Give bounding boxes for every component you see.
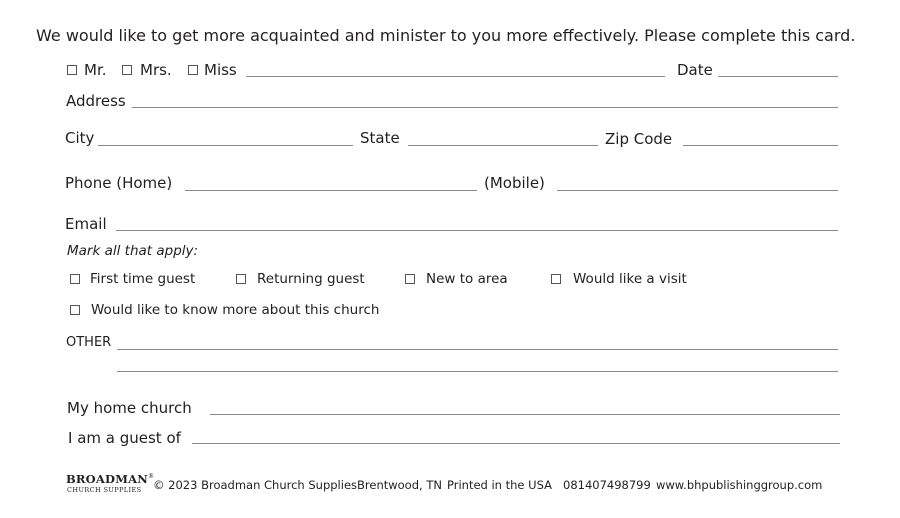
email-field[interactable]	[116, 230, 838, 231]
copyright-text: © 2023 Broadman Church Supplies	[153, 478, 358, 492]
date-label: Date	[677, 61, 713, 79]
returning-guest-checkbox[interactable]	[236, 274, 246, 284]
new-to-area-checkbox[interactable]	[405, 274, 415, 284]
address-label: Address	[66, 92, 126, 110]
know-more-checkbox[interactable]	[70, 305, 80, 315]
printed-text: Printed in the USA	[447, 478, 552, 492]
zip-field[interactable]	[683, 145, 838, 146]
email-label: Email	[65, 215, 107, 233]
home-church-label: My home church	[67, 399, 192, 417]
city-label: City	[65, 129, 95, 147]
mark-all-label: Mark all that apply:	[67, 243, 199, 259]
other-label: OTHER	[66, 335, 112, 350]
date-field[interactable]	[718, 76, 838, 77]
state-label: State	[360, 129, 400, 147]
would-like-visit-label: Would like a visit	[573, 271, 687, 287]
other-field-line-2[interactable]	[117, 371, 838, 372]
zip-label: Zip Code	[605, 130, 673, 148]
miss-label: Miss	[204, 61, 237, 79]
phone-mobile-label: (Mobile)	[484, 174, 545, 192]
city-field[interactable]	[98, 145, 353, 146]
miss-checkbox[interactable]	[188, 65, 198, 75]
would-like-visit-checkbox[interactable]	[551, 274, 561, 284]
intro-text: We would like to get more acquainted and minister to you more effectively. Please complete this card.	[36, 26, 856, 45]
mr-checkbox[interactable]	[67, 65, 77, 75]
product-code: 081407498799	[563, 478, 651, 492]
other-field-line-1[interactable]	[117, 349, 838, 350]
mrs-checkbox[interactable]	[122, 65, 132, 75]
phone-home-field[interactable]	[185, 190, 477, 191]
mrs-label: Mrs.	[140, 61, 172, 79]
phone-mobile-field[interactable]	[557, 190, 838, 191]
first-time-guest-checkbox[interactable]	[70, 274, 80, 284]
guest-of-label: I am a guest of	[68, 429, 181, 447]
state-field[interactable]	[408, 145, 598, 146]
home-church-field[interactable]	[210, 414, 840, 415]
location-text: Brentwood, TN	[357, 478, 442, 492]
broadman-logo: BROADMAN®	[66, 472, 155, 486]
returning-guest-label: Returning guest	[257, 271, 365, 287]
guest-of-field[interactable]	[192, 443, 840, 444]
first-time-guest-label: First time guest	[90, 271, 196, 287]
website-link[interactable]: www.bhpublishinggroup.com	[656, 478, 823, 492]
mr-label: Mr.	[84, 61, 107, 79]
address-field[interactable]	[132, 107, 838, 108]
name-field[interactable]	[246, 76, 665, 77]
know-more-label: Would like to know more about this church	[91, 302, 380, 318]
new-to-area-label: New to area	[426, 271, 508, 287]
broadman-logo-subtitle: CHURCH SUPPLIES	[67, 486, 142, 494]
phone-home-label: Phone (Home)	[65, 174, 173, 192]
